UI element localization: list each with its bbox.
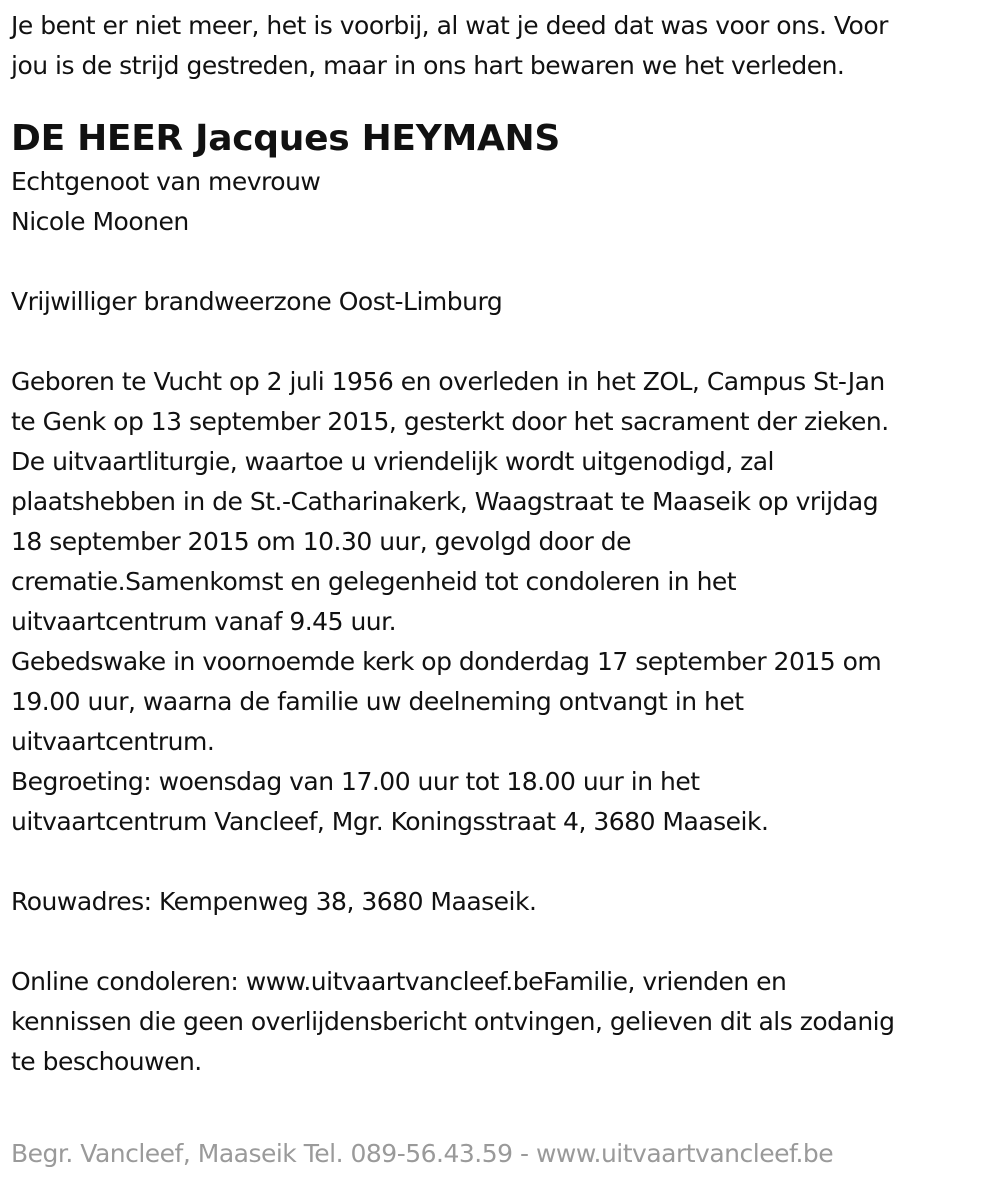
- details-line: uitvaartcentrum Vancleef, Mgr. Koningsstraat 4, 3680 Maaseik.: [11, 807, 769, 836]
- poem-line: jou is de strijd gestreden, maar in ons hart bewaren we het verleden.: [11, 51, 845, 80]
- deceased-name: DE HEER Jacques HEYMANS: [11, 118, 561, 159]
- memorial-poem: [11, 6, 990, 86]
- details-line: De uitvaartliturgie, waartoe u vriendelijk wordt uitgenodigd, zal: [11, 447, 775, 476]
- spacer: [11, 322, 990, 362]
- details-line: uitvaartcentrum.: [11, 727, 215, 756]
- details-line: Begroeting: woensdag van 17.00 uur tot 18.00 uur in het: [11, 767, 700, 796]
- online-line: te beschouwen.: [11, 1047, 202, 1076]
- online-line: Online condoleren: www.uitvaartvancleef.beFamilie, vrienden en: [11, 967, 787, 996]
- spacer: [11, 242, 990, 282]
- details-line: crematie.Samenkomst en gelegenheid tot condoleren in het: [11, 567, 737, 596]
- spouse-block: [11, 162, 990, 242]
- funeral-details: [11, 362, 990, 842]
- spacer: [11, 842, 990, 882]
- occupation: Vrijwilliger brandweerzone Oost-Limburg: [11, 287, 503, 316]
- details-line: 19.00 uur, waarna de familie uw deelneming ontvangt in het: [11, 687, 744, 716]
- details-line: uitvaartcentrum vanaf 9.45 uur.: [11, 607, 397, 636]
- online-line: kennissen die geen overlijdensbericht ontvingen, gelieven dit als zodanig: [11, 1007, 895, 1036]
- details-line: Gebedswake in voornoemde kerk op donderdag 17 september 2015 om: [11, 647, 882, 676]
- details-line: Geboren te Vucht op 2 juli 1956 en overleden in het ZOL, Campus St-Jan: [11, 367, 885, 396]
- online-condolences: [11, 962, 990, 1082]
- poem-line: Je bent er niet meer, het is voorbij, al wat je deed dat was voor ons. Voor: [11, 11, 888, 40]
- funeral-home-footer: Begr. Vancleef, Maaseik Tel. 089-56.43.59 - www.uitvaartvancleef.be: [11, 1139, 834, 1168]
- details-line: 18 september 2015 om 10.30 uur, gevolgd door de: [11, 527, 631, 556]
- details-line: plaatshebben in de St.-Catharinakerk, Waagstraat te Maaseik op vrijdag: [11, 487, 879, 516]
- spacer: [11, 922, 990, 962]
- mourning-address: Rouwadres: Kempenweg 38, 3680 Maaseik.: [11, 887, 537, 916]
- spouse-name: Nicole Moonen: [11, 207, 189, 236]
- details-line: te Genk op 13 september 2015, gesterkt door het sacrament der zieken.: [11, 407, 889, 436]
- spouse-line: Echtgenoot van mevrouw: [11, 167, 321, 196]
